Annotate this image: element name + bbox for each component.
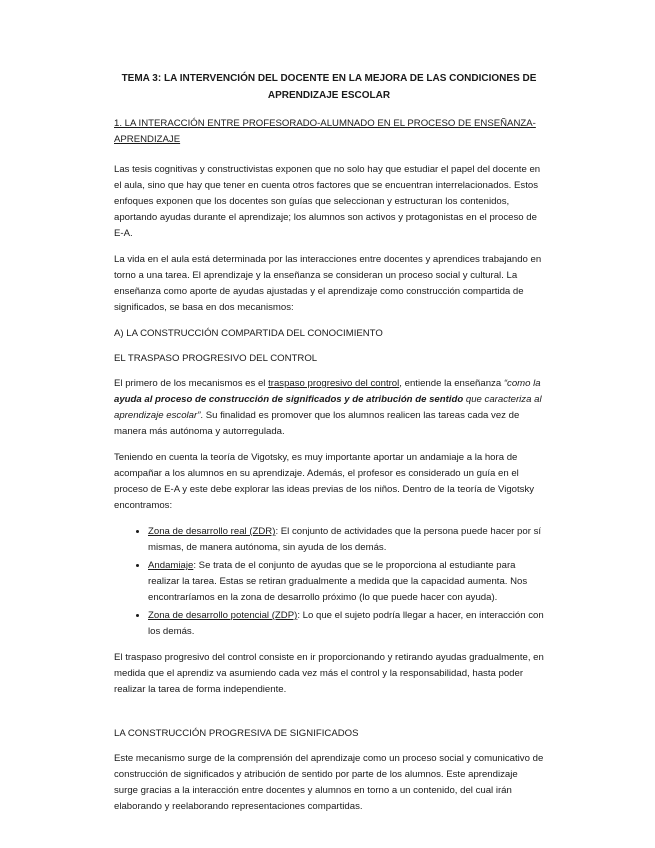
text-run: , entiende la enseñanza: [399, 378, 504, 389]
list-text: : Se trata de el conjunto de ayudas que se le proporciona al estudiante para realizar la tarea. Estas se retiran gradualmente a medida que la capacidad aumenta. Nos encontraríamos en la zona de desarrollo próximo (lo que puede hacer con ayuda).: [148, 560, 528, 603]
section-a-heading: A) LA CONSTRUCCIÓN COMPARTIDA DEL CONOCIMIENTO: [114, 328, 383, 339]
vigotsky-list: [114, 524, 544, 640]
spacer: [114, 708, 544, 726]
section-a-paragraph-3: El traspaso progresivo del control consiste en ir proporcionando y retirando ayudas gradualmente, en medida que el aprendiz va asumiendo cada vez más el control y la responsabilidad, hasta poder realizar la tarea de forma independiente.: [114, 652, 544, 695]
list-term: Zona de desarrollo potencial (ZDP): [148, 610, 298, 621]
section-a-subheading: EL TRASPASO PROGRESIVO DEL CONTROL: [114, 353, 318, 364]
section-1-paragraph-2: La vida en el aula está determinada por las interacciones entre docentes y aprendices trabajando en torno a una tarea. El aprendizaje y la enseñanza se consideran un proceso social y cultural. La enseñanza como aporte de ayudas ajustadas y el aprendizaje como construcción compartida de significados, se basa en dos mecanismos:: [114, 254, 542, 313]
document-title: TEMA 3: LA INTERVENCIÓN DEL DOCENTE EN LA MEJORA DE LAS CONDICIONES DE APRENDIZAJE ESCOLAR: [121, 73, 537, 101]
underlined-term: traspaso progresivo del control: [268, 378, 400, 389]
list-text: : Lo que el sujeto podría llegar a hacer, en interacción con los demás.: [148, 610, 544, 637]
list-text: : El conjunto de actividades que la persona puede hacer por sí mismas, de manera autónoma, sin ayuda de los demás.: [148, 526, 542, 553]
section-a-paragraph-2: Teniendo en cuenta la teoría de Vigotsky, es muy importante aportar un andamiaje a la hora de acompañar a los alumnos en su aprendizaje. Además, el profesor es considerado un guía en el proceso de E-A y este debe explorar las ideas previas de los niños. Dentro de la teoría de Vigotsky encontramos:: [114, 452, 535, 511]
section-b-paragraph-1: Este mecanismo surge de la comprensión del aprendizaje como un proceso social y comunicativo de construcción de significados y atribución de sentido por parte de los alumnos. Este aprendizaje surge gracias a la interacción entre docentes y alumnos en torno a un contenido, del cual irán elaborando y reelaborando representaciones compartidas.: [114, 753, 544, 812]
text-run: El primero de los mecanismos es el: [114, 378, 269, 389]
section-a-paragraph-1: [114, 376, 544, 440]
quote-start: “como la: [503, 378, 541, 389]
text-run: . Su finalidad es promover que los alumnos realicen las tareas cada vez de manera más autónoma y autorregulada.: [114, 410, 520, 437]
list-term: Zona de desarrollo real (ZDR): [148, 526, 276, 537]
list-term: Andamiaje: [148, 560, 194, 571]
quote-bold: ayuda al proceso de construcción de significados y de atribución de sentido: [114, 394, 464, 405]
list-item: [148, 524, 544, 556]
section-1-paragraph-1: Las tesis cognitivas y constructivistas exponen que no solo hay que estudiar el papel del docente en el aula, sino que hay que tener en cuenta otros factores que se encuentran interrelacionados. Estos enfoques exponen que los docentes son guías que seleccionan y estructuran los contenidos, aportando ayudas durante el aprendizaje; los alumnos son activos y protagonistas en el proceso de E-A.: [114, 164, 541, 239]
section-b-heading: LA CONSTRUCCIÓN PROGRESIVA DE SIGNIFICADOS: [114, 728, 359, 739]
quote-end: que caracteriza al aprendizaje escolar”: [114, 394, 542, 421]
list-item: [148, 558, 544, 606]
section-1-heading: 1. LA INTERACCIÓN ENTRE PROFESORADO-ALUMNADO EN EL PROCESO DE ENSEÑANZA-APRENDIZAJE: [114, 118, 536, 145]
list-item: [148, 608, 544, 640]
document-page: [114, 70, 544, 825]
